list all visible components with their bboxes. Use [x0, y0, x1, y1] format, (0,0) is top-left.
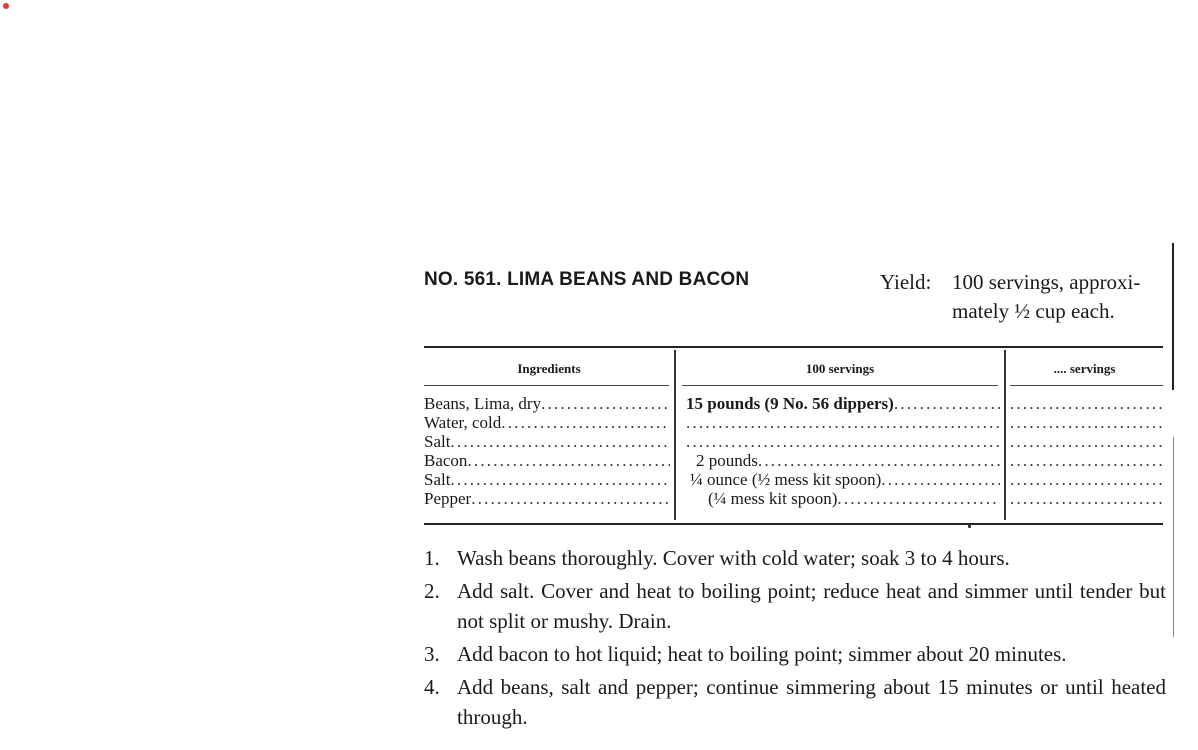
table-row-blank: [1010, 451, 1162, 470]
table-row-amount: [696, 451, 1000, 470]
header-rule: [682, 385, 998, 386]
step-text: Add beans, salt and pepper; continue simmering about 15 minutes or until heated through.: [457, 675, 1166, 729]
list-item: [424, 543, 1166, 573]
recipe-title: NO. 561. LIMA BEANS AND BACON: [424, 269, 750, 290]
table-row-amount: [690, 470, 1000, 489]
table-row: [424, 470, 670, 489]
yield-line2-pre: mately: [952, 299, 1010, 323]
page-edge-line: [1173, 437, 1174, 637]
step-number: 2.: [424, 579, 440, 603]
table-row: [424, 394, 670, 413]
page-speck: [968, 524, 971, 528]
table-row: [424, 413, 670, 432]
yield-line2-post: cup each.: [1035, 299, 1115, 323]
table-row-amount: [686, 394, 1000, 413]
header-rule: [424, 385, 669, 386]
header-rule: [1010, 385, 1163, 386]
recipe-yield: [880, 268, 1148, 326]
red-dot-mark: [3, 3, 9, 9]
table-row-blank: [1010, 489, 1162, 508]
table-row-blank: [1010, 432, 1162, 451]
header-servings: .... servings: [1053, 361, 1116, 376]
ingredient-name: Salt: [424, 470, 451, 489]
list-item: [424, 639, 1166, 669]
step-number: 3.: [424, 642, 440, 666]
page-edge-shadow: [1172, 243, 1174, 390]
ingredient-name: Salt: [424, 432, 451, 451]
list-item: [424, 576, 1166, 636]
step-number: 1.: [424, 546, 440, 570]
ingredient-amount: 2 pounds: [696, 451, 758, 470]
header-ingredients: Ingredients: [517, 361, 581, 376]
table-row: [424, 489, 670, 508]
ingredient-name: Pepper: [424, 489, 472, 508]
step-number: 4.: [424, 675, 440, 699]
table-row-amount: [686, 432, 1000, 451]
ingredient-name: Water, cold: [424, 413, 502, 432]
step-text: Add salt. Cover and heat to boiling point; reduce heat and simmer until tender but not split or mushy. Drain.: [457, 579, 1166, 633]
table-row-amount: [686, 413, 1000, 432]
header-100-servings: 100 servings: [805, 361, 875, 376]
ingredient-amount: 15 pounds (9 No. 56 dippers): [686, 394, 894, 413]
table-row-blank: [1010, 413, 1162, 432]
yield-fraction: ½: [1014, 299, 1031, 323]
yield-line1: 100 servings, approxi-: [952, 270, 1141, 294]
ingredient-amount: (¼ mess kit spoon): [708, 489, 838, 508]
step-text: Add bacon to hot liquid; heat to boiling point; simmer about 20 minutes.: [457, 642, 1067, 666]
table-row-blank: [1010, 470, 1162, 489]
step-text: Wash beans thoroughly. Cover with cold water; soak 3 to 4 hours.: [457, 546, 1010, 570]
ingredients-table: [424, 346, 1163, 525]
ingredient-amount: ¼ ounce (½ mess kit spoon): [690, 470, 882, 489]
table-row: [424, 432, 670, 451]
yield-label: Yield:: [880, 270, 932, 294]
ingredient-name: Beans, Lima, dry: [424, 394, 542, 413]
ingredient-name: Bacon: [424, 451, 468, 470]
table-row-blank: [1010, 394, 1162, 413]
list-item: [424, 672, 1166, 732]
instructions-list: [424, 543, 1166, 735]
table-row: [424, 451, 670, 470]
table-row-amount: [708, 489, 1000, 508]
